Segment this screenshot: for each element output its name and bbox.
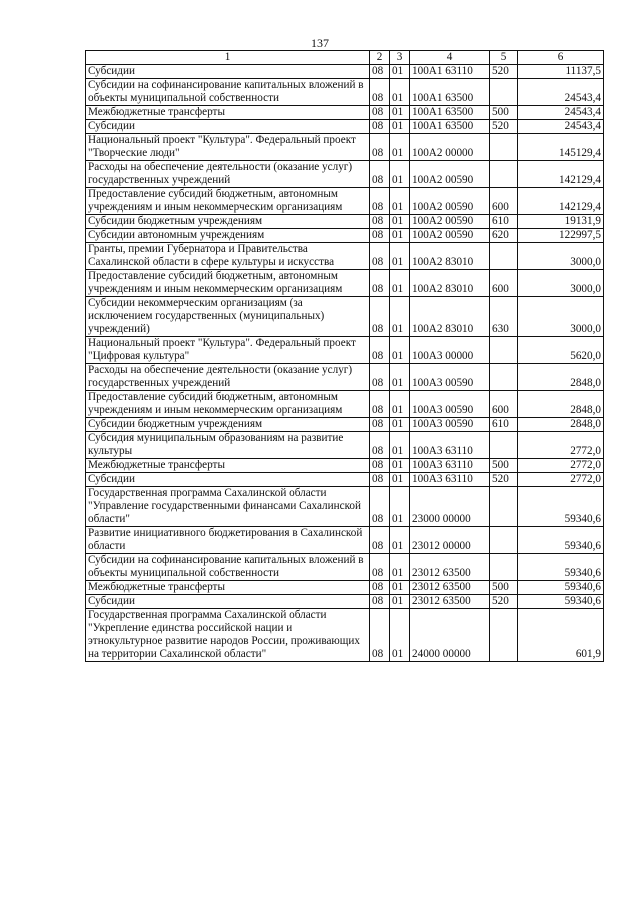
row-name-cell: Государственная программа Сахалинской области "Управление государственными финансами Сахалинской области" [86, 487, 370, 527]
target-article-cell: 100А3 00590 [410, 364, 490, 391]
row-name-cell: Гранты, премии Губернатора и Правительства Сахалинской области в сфере культуры и искусства [86, 243, 370, 270]
subsection-code-cell: 01 [390, 243, 410, 270]
row-name-cell: Предоставление субсидий бюджетным, автономным учреждениям и иным некоммерческим организациям [86, 391, 370, 418]
page-number: 137 [311, 36, 329, 50]
subsection-code-cell: 01 [390, 229, 410, 243]
target-article-cell: 23012 63500 [410, 581, 490, 595]
expense-type-cell [490, 364, 518, 391]
row-name-cell: Субсидии бюджетным учреждениям [86, 418, 370, 432]
target-article-cell: 100А2 00590 [410, 161, 490, 188]
row-name-cell: Государственная программа Сахалинской области "Укрепление единства российской нации и этнокультурное развитие народов России, проживающих на территории Сахалинской области" [86, 609, 370, 662]
row-name-cell: Субсидии [86, 120, 370, 134]
subsection-code-cell: 01 [390, 161, 410, 188]
expense-type-cell: 520 [490, 595, 518, 609]
section-code-cell: 08 [370, 161, 390, 188]
subsection-code-cell: 01 [390, 364, 410, 391]
section-code-cell: 08 [370, 609, 390, 662]
table-row [86, 418, 604, 432]
header-col-2: 2 [370, 51, 390, 65]
row-name-cell: Национальный проект "Культура". Федеральный проект "Творческие люди" [86, 134, 370, 161]
target-article-cell: 100А2 00590 [410, 229, 490, 243]
section-code-cell: 08 [370, 120, 390, 134]
section-code-cell: 08 [370, 554, 390, 581]
amount-cell: 3000,0 [518, 270, 604, 297]
header-col-1: 1 [86, 51, 370, 65]
subsection-code-cell: 01 [390, 595, 410, 609]
amount-cell: 2772,0 [518, 459, 604, 473]
expense-type-cell: 500 [490, 459, 518, 473]
table-row [86, 79, 604, 106]
target-article-cell: 100А3 00590 [410, 418, 490, 432]
row-name-cell: Межбюджетные трансферты [86, 106, 370, 120]
row-name-cell: Субсидии бюджетным учреждениям [86, 215, 370, 229]
expense-type-cell [490, 527, 518, 554]
amount-cell: 142129,4 [518, 161, 604, 188]
target-article-cell: 100А1 63500 [410, 79, 490, 106]
section-code-cell: 08 [370, 188, 390, 215]
subsection-code-cell: 01 [390, 134, 410, 161]
subsection-code-cell: 01 [390, 337, 410, 364]
amount-cell: 2772,0 [518, 473, 604, 487]
subsection-code-cell: 01 [390, 188, 410, 215]
section-code-cell: 08 [370, 79, 390, 106]
section-code-cell: 08 [370, 391, 390, 418]
header-col-6: 6 [518, 51, 604, 65]
expense-type-cell: 500 [490, 581, 518, 595]
row-name-cell: Субсидии некоммерческим организациям (за исключением государственных (муниципальных) учреждений) [86, 297, 370, 337]
table-row [86, 487, 604, 527]
amount-cell: 122997,5 [518, 229, 604, 243]
row-name-cell: Межбюджетные трансферты [86, 581, 370, 595]
row-name-cell: Предоставление субсидий бюджетным, автономным учреждениям и иным некоммерческим организациям [86, 270, 370, 297]
expense-type-cell [490, 337, 518, 364]
row-name-cell: Субсидии [86, 65, 370, 79]
subsection-code-cell: 01 [390, 581, 410, 595]
table-row [86, 391, 604, 418]
subsection-code-cell: 01 [390, 391, 410, 418]
row-name-cell: Расходы на обеспечение деятельности (оказание услуг) государственных учреждений [86, 161, 370, 188]
expense-type-cell [490, 243, 518, 270]
table-row [86, 297, 604, 337]
amount-cell: 59340,6 [518, 527, 604, 554]
table-body [86, 65, 604, 662]
subsection-code-cell: 01 [390, 297, 410, 337]
subsection-code-cell: 01 [390, 270, 410, 297]
row-name-cell: Межбюджетные трансферты [86, 459, 370, 473]
row-name-cell: Субсидии автономным учреждениям [86, 229, 370, 243]
target-article-cell: 100А3 63110 [410, 473, 490, 487]
expense-type-cell [490, 609, 518, 662]
table-row [86, 134, 604, 161]
target-article-cell: 100А1 63500 [410, 106, 490, 120]
expense-type-cell: 600 [490, 391, 518, 418]
amount-cell: 2848,0 [518, 418, 604, 432]
amount-cell: 24543,4 [518, 106, 604, 120]
section-code-cell: 08 [370, 65, 390, 79]
row-name-cell: Субсидии на софинансирование капитальных вложений в объекты муниципальной собственности [86, 554, 370, 581]
expense-type-cell [490, 79, 518, 106]
table-row [86, 432, 604, 459]
amount-cell: 142129,4 [518, 188, 604, 215]
table-row [86, 473, 604, 487]
section-code-cell: 08 [370, 527, 390, 554]
subsection-code-cell: 01 [390, 609, 410, 662]
expense-type-cell: 600 [490, 270, 518, 297]
amount-cell: 59340,6 [518, 554, 604, 581]
target-article-cell: 23012 63500 [410, 554, 490, 581]
subsection-code-cell: 01 [390, 487, 410, 527]
amount-cell: 2848,0 [518, 391, 604, 418]
section-code-cell: 08 [370, 270, 390, 297]
table-row [86, 337, 604, 364]
section-code-cell: 08 [370, 432, 390, 459]
section-code-cell: 08 [370, 581, 390, 595]
expense-type-cell [490, 554, 518, 581]
target-article-cell: 100А2 00000 [410, 134, 490, 161]
target-article-cell: 23000 00000 [410, 487, 490, 527]
section-code-cell: 08 [370, 297, 390, 337]
table-row [86, 229, 604, 243]
amount-cell: 5620,0 [518, 337, 604, 364]
table-row [86, 215, 604, 229]
expense-type-cell: 600 [490, 188, 518, 215]
row-name-cell: Расходы на обеспечение деятельности (оказание услуг) государственных учреждений [86, 364, 370, 391]
target-article-cell: 23012 63500 [410, 595, 490, 609]
subsection-code-cell: 01 [390, 79, 410, 106]
section-code-cell: 08 [370, 134, 390, 161]
section-code-cell: 08 [370, 459, 390, 473]
table-row [86, 270, 604, 297]
section-code-cell: 08 [370, 487, 390, 527]
subsection-code-cell: 01 [390, 554, 410, 581]
table-row [86, 364, 604, 391]
target-article-cell: 23012 00000 [410, 527, 490, 554]
row-name-cell: Субсидия муниципальным образованиям на развитие культуры [86, 432, 370, 459]
section-code-cell: 08 [370, 243, 390, 270]
row-name-cell: Предоставление субсидий бюджетным, автономным учреждениям и иным некоммерческим организациям [86, 188, 370, 215]
section-code-cell: 08 [370, 364, 390, 391]
subsection-code-cell: 01 [390, 418, 410, 432]
table-row [86, 609, 604, 662]
amount-cell: 2848,0 [518, 364, 604, 391]
table-row [86, 120, 604, 134]
row-name-cell: Субсидии [86, 595, 370, 609]
section-code-cell: 08 [370, 595, 390, 609]
expense-type-cell: 610 [490, 418, 518, 432]
table-header-row [86, 51, 604, 65]
table-row [86, 581, 604, 595]
amount-cell: 59340,6 [518, 487, 604, 527]
expense-type-cell [490, 432, 518, 459]
expense-type-cell: 520 [490, 473, 518, 487]
amount-cell: 24543,4 [518, 120, 604, 134]
table-row [86, 188, 604, 215]
expense-type-cell [490, 161, 518, 188]
subsection-code-cell: 01 [390, 65, 410, 79]
target-article-cell: 100А2 83010 [410, 270, 490, 297]
table-row [86, 106, 604, 120]
amount-cell: 59340,6 [518, 595, 604, 609]
table-row [86, 65, 604, 79]
subsection-code-cell: 01 [390, 527, 410, 554]
amount-cell: 145129,4 [518, 134, 604, 161]
expense-type-cell [490, 134, 518, 161]
expense-type-cell: 620 [490, 229, 518, 243]
target-article-cell: 100А3 00000 [410, 337, 490, 364]
row-name-cell: Национальный проект "Культура". Федеральный проект "Цифровая культура" [86, 337, 370, 364]
row-name-cell: Развитие инициативного бюджетирования в Сахалинской области [86, 527, 370, 554]
table-row [86, 459, 604, 473]
table-row [86, 161, 604, 188]
expense-type-cell [490, 487, 518, 527]
amount-cell: 19131,9 [518, 215, 604, 229]
table-row [86, 554, 604, 581]
expense-type-cell: 500 [490, 106, 518, 120]
target-article-cell: 100А2 00590 [410, 215, 490, 229]
amount-cell: 11137,5 [518, 65, 604, 79]
amount-cell: 59340,6 [518, 581, 604, 595]
header-col-4: 4 [410, 51, 490, 65]
amount-cell: 24543,4 [518, 79, 604, 106]
amount-cell: 601,9 [518, 609, 604, 662]
section-code-cell: 08 [370, 229, 390, 243]
header-col-5: 5 [490, 51, 518, 65]
subsection-code-cell: 01 [390, 432, 410, 459]
target-article-cell: 100А3 63110 [410, 459, 490, 473]
table-row [86, 527, 604, 554]
section-code-cell: 08 [370, 473, 390, 487]
amount-cell: 3000,0 [518, 297, 604, 337]
expense-type-cell: 610 [490, 215, 518, 229]
target-article-cell: 100А1 63500 [410, 120, 490, 134]
table-row [86, 243, 604, 270]
row-name-cell: Субсидии на софинансирование капитальных вложений в объекты муниципальной собственности [86, 79, 370, 106]
amount-cell: 3000,0 [518, 243, 604, 270]
subsection-code-cell: 01 [390, 215, 410, 229]
expense-type-cell: 630 [490, 297, 518, 337]
subsection-code-cell: 01 [390, 106, 410, 120]
target-article-cell: 100А1 63110 [410, 65, 490, 79]
header-col-3: 3 [390, 51, 410, 65]
target-article-cell: 100А2 00590 [410, 188, 490, 215]
target-article-cell: 24000 00000 [410, 609, 490, 662]
expense-type-cell: 520 [490, 65, 518, 79]
amount-cell: 2772,0 [518, 432, 604, 459]
row-name-cell: Субсидии [86, 473, 370, 487]
subsection-code-cell: 01 [390, 120, 410, 134]
section-code-cell: 08 [370, 215, 390, 229]
subsection-code-cell: 01 [390, 459, 410, 473]
table-row [86, 595, 604, 609]
section-code-cell: 08 [370, 418, 390, 432]
target-article-cell: 100А3 63110 [410, 432, 490, 459]
target-article-cell: 100А2 83010 [410, 297, 490, 337]
budget-table [85, 50, 604, 662]
expense-type-cell: 520 [490, 120, 518, 134]
subsection-code-cell: 01 [390, 473, 410, 487]
section-code-cell: 08 [370, 337, 390, 364]
section-code-cell: 08 [370, 106, 390, 120]
target-article-cell: 100А2 83010 [410, 243, 490, 270]
target-article-cell: 100А3 00590 [410, 391, 490, 418]
